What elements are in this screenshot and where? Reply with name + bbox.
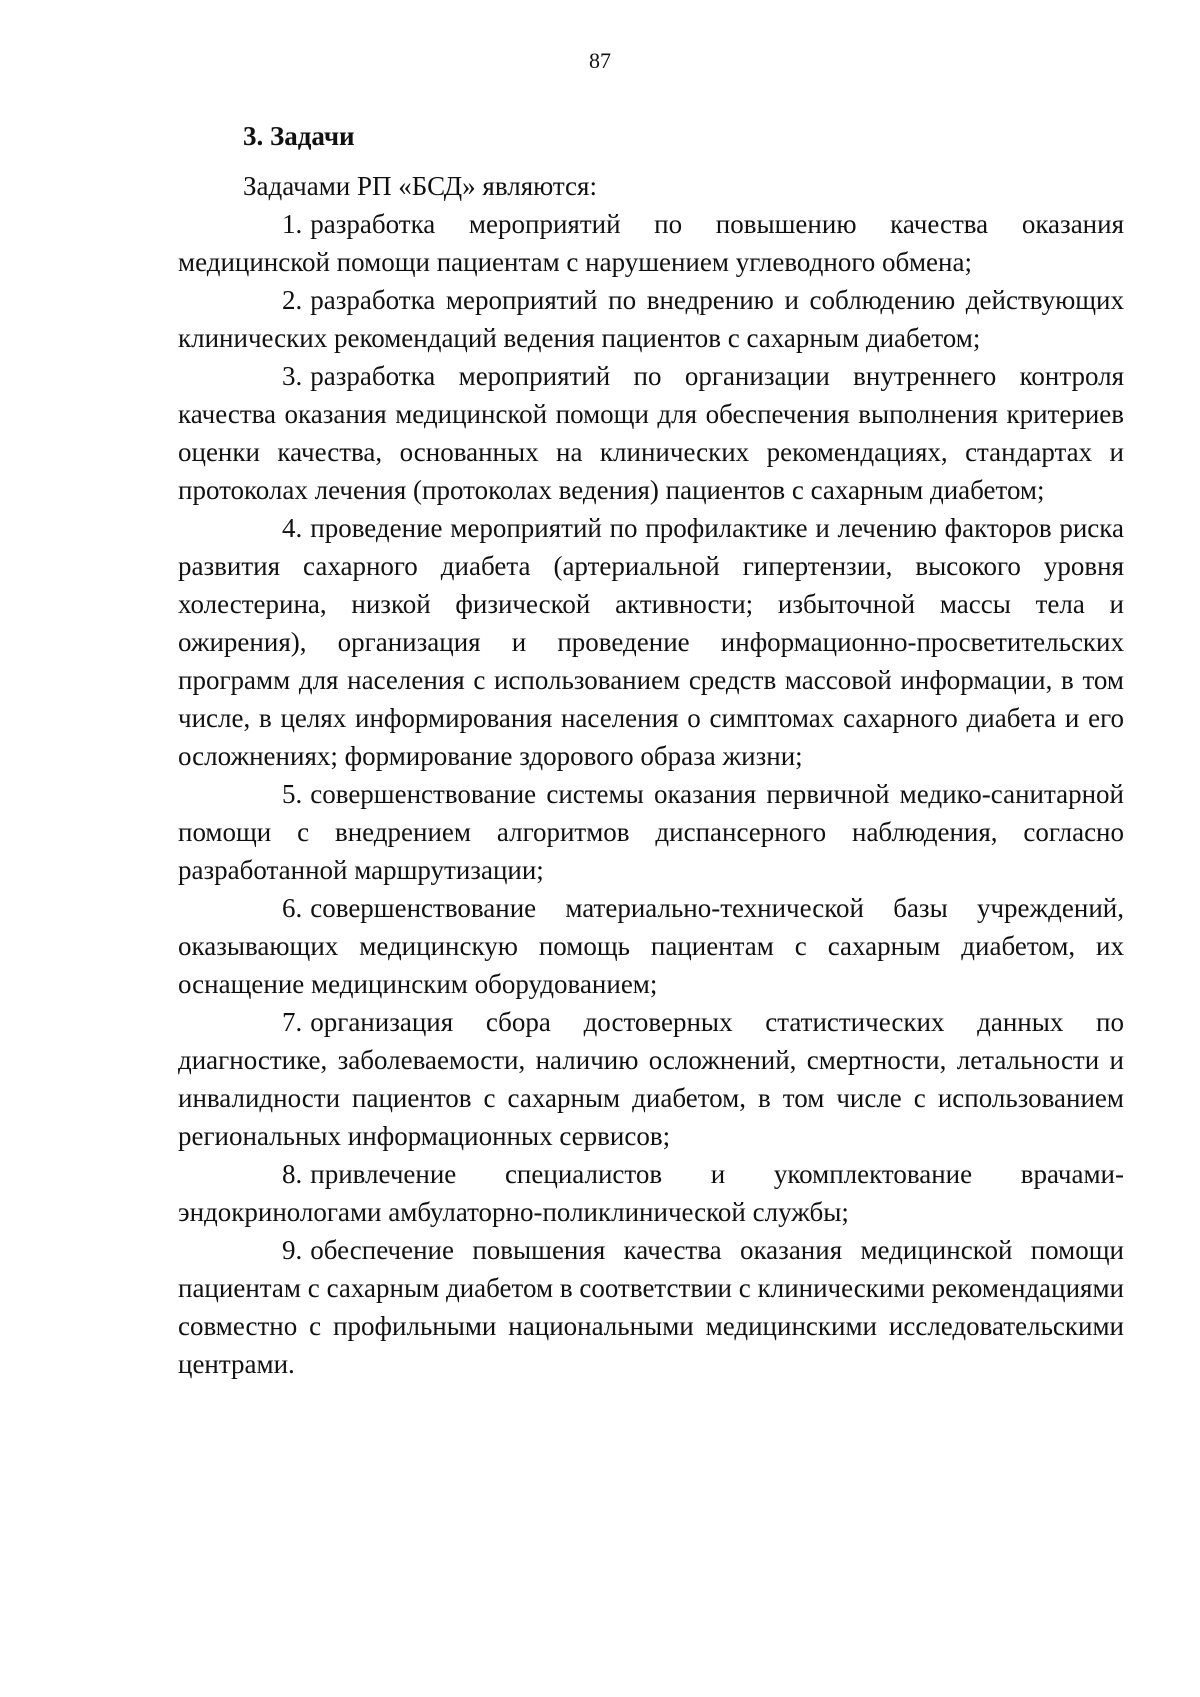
list-item-text: проведение мероприятий по профилактике и лечению факторов риска развития сахарного диабета (артериальной гипертензии, высокого уровня холестерина, низкой физической активности; избыточной массы тела и ожирения), организация и проведение информационно-просветительских программ для населения с использованием средств массовой информации, в том числе, в целях информирования населения о симптомах сахарного диабета и его осложнениях; формирование здорового образа жизни; — [178, 513, 1124, 771]
list-item — [178, 1003, 1124, 1155]
list-item — [178, 775, 1124, 889]
list-item-number: 1. — [282, 209, 303, 239]
list-item-text: разработка мероприятий по повышению качества оказания медицинской помощи пациентам с нарушением углеводного обмена; — [178, 209, 1124, 277]
list-item-number: 2. — [282, 285, 303, 315]
list-item — [178, 1231, 1124, 1383]
list-item-number: 5. — [282, 779, 303, 809]
list-item — [178, 509, 1124, 775]
list-item — [178, 1155, 1124, 1231]
list-item — [178, 889, 1124, 1003]
intro-paragraph: Задачами РП «БСД» являются: — [243, 171, 597, 201]
list-item-text: привлечение специалистов и укомплектование врачами-эндокринологами амбулаторно-поликлинической службы; — [178, 1159, 1124, 1227]
list-item-number: 9. — [282, 1235, 303, 1265]
list-item-text: организация сбора достоверных статистических данных по диагностике, заболеваемости, наличию осложнений, смертности, летальности и инвалидности пациентов с сахарным диабетом, в том числе с использованием региональных информационных сервисов; — [178, 1007, 1124, 1151]
list-item-number: 3. — [282, 361, 303, 391]
list-item — [178, 281, 1124, 357]
list-item-text: обеспечение повышения качества оказания медицинской помощи пациентам с сахарным диабетом в соответствии с клиническими рекомендациями совместно с профильными национальными медицинскими исследовательскими центрами. — [178, 1235, 1124, 1379]
list-item — [178, 205, 1124, 281]
list-item-text: совершенствование системы оказания первичной медико-санитарной помощи с внедрением алгоритмов диспансерного наблюдения, согласно разработанной маршрутизации; — [178, 779, 1124, 885]
list-item-number: 6. — [282, 893, 303, 923]
list-item-text: разработка мероприятий по внедрению и соблюдению действующих клинических рекомендаций ведения пациентов с сахарным диабетом; — [178, 285, 1124, 353]
page-number: 87 — [589, 48, 611, 73]
list-item-number: 7. — [282, 1007, 303, 1037]
list-item-number: 8. — [282, 1159, 303, 1189]
section-heading: 3. Задачи — [243, 121, 355, 151]
list-item — [178, 357, 1124, 509]
list-item-number: 4. — [282, 513, 303, 543]
list-item-text: разработка мероприятий по организации внутреннего контроля качества оказания медицинской помощи для обеспечения выполнения критериев оценки качества, основанных на клинических рекомендациях, стандартах и протоколах лечения (протоколах ведения) пациентов с сахарным диабетом; — [178, 361, 1124, 505]
document-body — [178, 118, 1124, 1383]
list-item-text: совершенствование материально-технической базы учреждений, оказывающих медицинскую помощь пациентам с сахарным диабетом, их оснащение медицинским оборудованием; — [178, 893, 1124, 999]
